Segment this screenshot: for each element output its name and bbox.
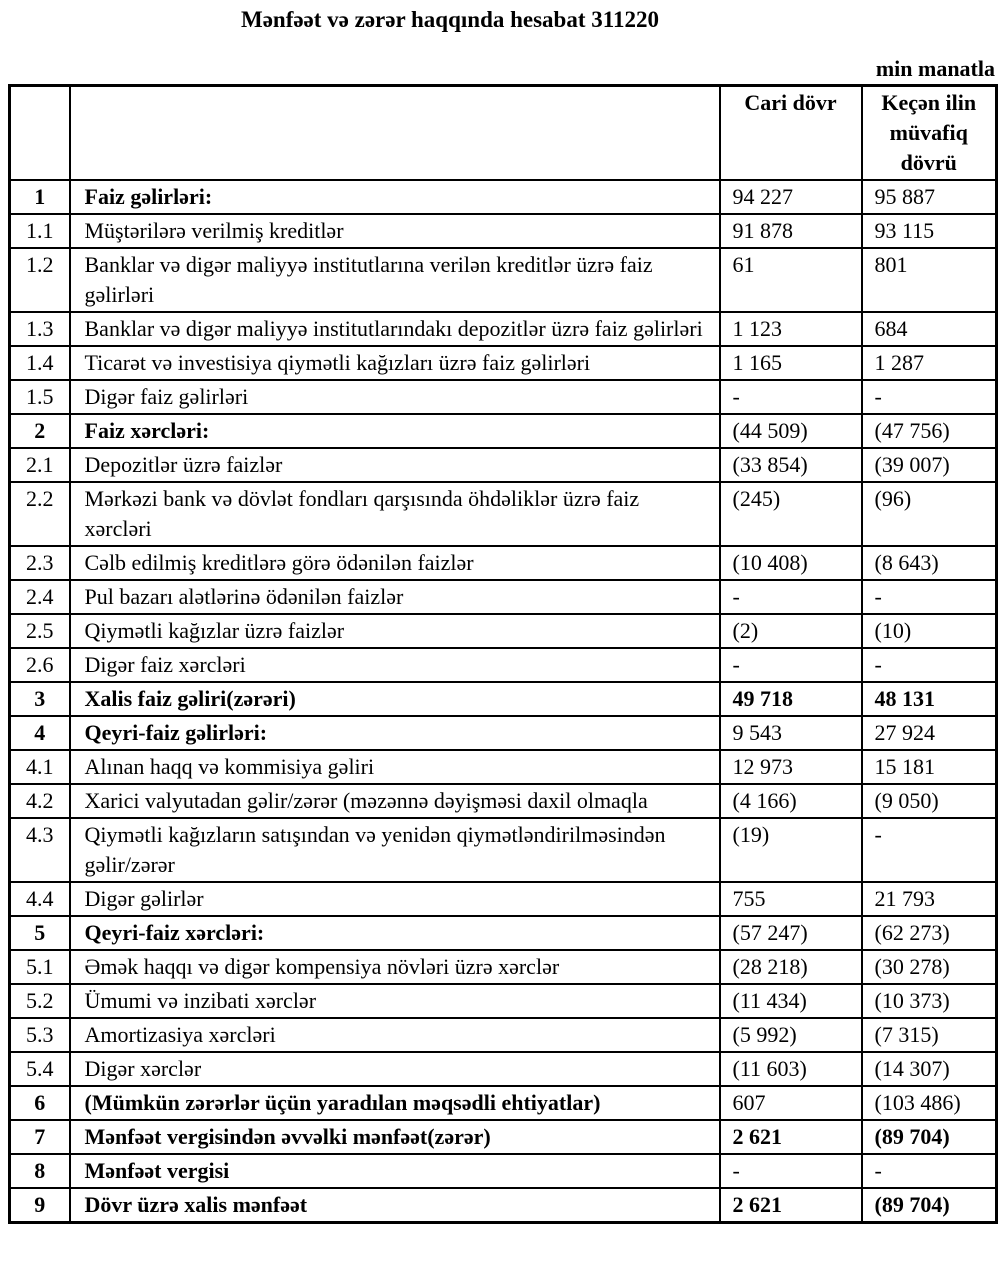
table-row (10, 1086, 997, 1120)
table-row (10, 1052, 997, 1086)
row-number-cell: 2.2 (10, 482, 70, 546)
row-current-value-cell: 91 878 (720, 214, 862, 248)
row-number-cell: 1.4 (10, 346, 70, 380)
row-previous-value-cell: 15 181 (862, 750, 997, 784)
table-row (10, 648, 997, 682)
row-label-cell: Qiymətli kağızlar üzrə faizlər (70, 614, 720, 648)
row-previous-value-cell: (89 704) (862, 1188, 997, 1223)
table-row (10, 818, 997, 882)
profit-loss-table (8, 84, 998, 1224)
row-label-cell: Digər gəlirlər (70, 882, 720, 916)
row-number-cell: 9 (10, 1188, 70, 1223)
row-number-cell: 1.1 (10, 214, 70, 248)
row-label-cell: Qiymətli kağızların satışından və yenidən qiymətləndirilməsindən gəlir/zərər (70, 818, 720, 882)
row-number-cell: 5.2 (10, 984, 70, 1018)
row-previous-value-cell: (30 278) (862, 950, 997, 984)
table-row (10, 614, 997, 648)
header-description-cell (70, 86, 720, 181)
row-number-cell: 1.2 (10, 248, 70, 312)
row-current-value-cell: (33 854) (720, 448, 862, 482)
row-previous-value-cell: 801 (862, 248, 997, 312)
table-row (10, 1120, 997, 1154)
row-current-value-cell: - (720, 1154, 862, 1188)
row-current-value-cell: (28 218) (720, 950, 862, 984)
header-number-cell (10, 86, 70, 181)
row-previous-value-cell: - (862, 580, 997, 614)
row-label-cell: Alınan haqq və kommisiya gəliri (70, 750, 720, 784)
row-label-cell: Digər xərclər (70, 1052, 720, 1086)
row-previous-value-cell: - (862, 380, 997, 414)
row-number-cell: 2.1 (10, 448, 70, 482)
row-previous-value-cell: (47 756) (862, 414, 997, 448)
row-current-value-cell: 49 718 (720, 682, 862, 716)
document-title: Mənfəət və zərər haqqında hesabat 311220 (240, 7, 659, 32)
header-previous-period-cell: Keçən ilin müvafiq dövrü (862, 86, 997, 181)
row-previous-value-cell: (10) (862, 614, 997, 648)
unit-note: min manatla (875, 56, 995, 81)
table-row (10, 716, 997, 750)
row-previous-value-cell: 21 793 (862, 882, 997, 916)
row-previous-value-cell: 93 115 (862, 214, 997, 248)
row-previous-value-cell: 27 924 (862, 716, 997, 750)
row-number-cell: 2.3 (10, 546, 70, 580)
row-number-cell: 2 (10, 414, 70, 448)
row-current-value-cell: - (720, 580, 862, 614)
table-row (10, 1154, 997, 1188)
table-row (10, 546, 997, 580)
row-number-cell: 4.2 (10, 784, 70, 818)
row-number-cell: 4 (10, 716, 70, 750)
row-current-value-cell: 1 123 (720, 312, 862, 346)
row-previous-value-cell: (7 315) (862, 1018, 997, 1052)
table-row (10, 916, 997, 950)
row-current-value-cell: 2 621 (720, 1188, 862, 1223)
row-current-value-cell: 12 973 (720, 750, 862, 784)
table-row (10, 882, 997, 916)
row-previous-value-cell: (14 307) (862, 1052, 997, 1086)
row-number-cell: 4.4 (10, 882, 70, 916)
row-number-cell: 2.5 (10, 614, 70, 648)
table-row (10, 984, 997, 1018)
row-current-value-cell: (44 509) (720, 414, 862, 448)
row-number-cell: 5.3 (10, 1018, 70, 1052)
table-row (10, 580, 997, 614)
row-label-cell: Cəlb edilmiş kreditlərə görə ödənilən faizlər (70, 546, 720, 580)
row-current-value-cell: (10 408) (720, 546, 862, 580)
row-label-cell: Digər faiz xərcləri (70, 648, 720, 682)
row-number-cell: 1.3 (10, 312, 70, 346)
row-current-value-cell: (5 992) (720, 1018, 862, 1052)
row-previous-value-cell: (62 273) (862, 916, 997, 950)
row-number-cell: 4.3 (10, 818, 70, 882)
table-body (10, 180, 997, 1223)
row-label-cell: Xalis faiz gəliri(zərəri) (70, 682, 720, 716)
row-label-cell: Ümumi və inzibati xərclər (70, 984, 720, 1018)
row-label-cell: Ticarət və investisiya qiymətli kağızları üzrə faiz gəlirləri (70, 346, 720, 380)
row-previous-value-cell: 684 (862, 312, 997, 346)
row-label-cell: Xarici valyutadan gəlir/zərər (məzənnə dəyişməsi daxil olmaqla (70, 784, 720, 818)
row-number-cell: 1 (10, 180, 70, 214)
table-row (10, 380, 997, 414)
table-row (10, 414, 997, 448)
row-previous-value-cell: - (862, 818, 997, 882)
row-current-value-cell: 1 165 (720, 346, 862, 380)
row-number-cell: 4.1 (10, 750, 70, 784)
table-row (10, 1188, 997, 1223)
table-row (10, 950, 997, 984)
header-row (10, 86, 997, 181)
table-row (10, 682, 997, 716)
row-number-cell: 3 (10, 682, 70, 716)
title-container (0, 0, 900, 33)
row-current-value-cell: (4 166) (720, 784, 862, 818)
row-label-cell: Pul bazarı alətlərinə ödənilən faizlər (70, 580, 720, 614)
row-number-cell: 7 (10, 1120, 70, 1154)
row-current-value-cell: - (720, 648, 862, 682)
row-current-value-cell: 755 (720, 882, 862, 916)
row-label-cell: Depozitlər üzrə faizlər (70, 448, 720, 482)
row-previous-value-cell: - (862, 1154, 997, 1188)
row-previous-value-cell: (96) (862, 482, 997, 546)
row-label-cell: Mənfəət vergisi (70, 1154, 720, 1188)
table-row (10, 214, 997, 248)
row-number-cell: 6 (10, 1086, 70, 1120)
row-current-value-cell: - (720, 380, 862, 414)
table-row (10, 248, 997, 312)
row-previous-value-cell: (89 704) (862, 1120, 997, 1154)
row-previous-value-cell: - (862, 648, 997, 682)
table-row (10, 312, 997, 346)
row-current-value-cell: (11 603) (720, 1052, 862, 1086)
row-label-cell: Banklar və digər maliyyə institutlarındakı depozitlər üzrə faiz gəlirləri (70, 312, 720, 346)
row-number-cell: 2.6 (10, 648, 70, 682)
row-previous-value-cell: 95 887 (862, 180, 997, 214)
row-number-cell: 8 (10, 1154, 70, 1188)
row-current-value-cell: 9 543 (720, 716, 862, 750)
row-label-cell: Qeyri-faiz xərcləri: (70, 916, 720, 950)
row-label-cell: Dövr üzrə xalis mənfəət (70, 1188, 720, 1223)
row-number-cell: 5.4 (10, 1052, 70, 1086)
row-current-value-cell: (11 434) (720, 984, 862, 1018)
row-number-cell: 1.5 (10, 380, 70, 414)
row-number-cell: 2.4 (10, 580, 70, 614)
row-label-cell: Faiz xərcləri: (70, 414, 720, 448)
row-label-cell: Amortizasiya xərcləri (70, 1018, 720, 1052)
table-row (10, 448, 997, 482)
row-current-value-cell: (57 247) (720, 916, 862, 950)
table-row (10, 180, 997, 214)
row-previous-value-cell: 1 287 (862, 346, 997, 380)
table-row (10, 482, 997, 546)
row-label-cell: Banklar və digər maliyyə institutlarına verilən kreditlər üzrə faiz gəlirləri (70, 248, 720, 312)
row-previous-value-cell: (8 643) (862, 546, 997, 580)
table-row (10, 346, 997, 380)
row-previous-value-cell: 48 131 (862, 682, 997, 716)
row-number-cell: 5.1 (10, 950, 70, 984)
row-label-cell: Qeyri-faiz gəlirləri: (70, 716, 720, 750)
row-label-cell: Faiz gəlirləri: (70, 180, 720, 214)
row-label-cell: Əmək haqqı və digər kompensiya növləri üzrə xərclər (70, 950, 720, 984)
table-row (10, 1018, 997, 1052)
row-label-cell: Digər faiz gəlirləri (70, 380, 720, 414)
row-previous-value-cell: (39 007) (862, 448, 997, 482)
table-row (10, 750, 997, 784)
row-current-value-cell: 2 621 (720, 1120, 862, 1154)
row-number-cell: 5 (10, 916, 70, 950)
table-header (10, 86, 997, 181)
row-label-cell: (Mümkün zərərlər üçün yaradılan məqsədli ehtiyatlar) (70, 1086, 720, 1120)
row-previous-value-cell: (10 373) (862, 984, 997, 1018)
table-row (10, 784, 997, 818)
row-current-value-cell: 94 227 (720, 180, 862, 214)
row-current-value-cell: 61 (720, 248, 862, 312)
row-current-value-cell: (2) (720, 614, 862, 648)
row-label-cell: Mənfəət vergisindən əvvəlki mənfəət(zərər) (70, 1120, 720, 1154)
row-current-value-cell: (19) (720, 818, 862, 882)
row-current-value-cell: 607 (720, 1086, 862, 1120)
row-label-cell: Müştərilərə verilmiş kreditlər (70, 214, 720, 248)
row-previous-value-cell: (9 050) (862, 784, 997, 818)
row-previous-value-cell: (103 486) (862, 1086, 997, 1120)
row-current-value-cell: (245) (720, 482, 862, 546)
row-label-cell: Mərkəzi bank və dövlət fondları qarşısında öhdəliklər üzrə faiz xərcləri (70, 482, 720, 546)
header-current-period-cell: Cari dövr (720, 86, 862, 181)
